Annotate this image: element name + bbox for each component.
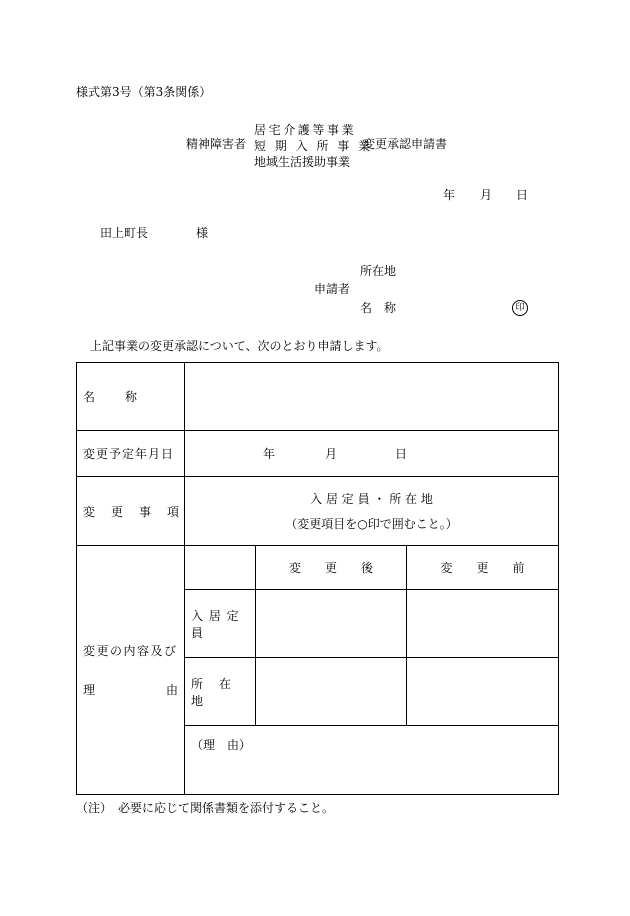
detail-header-blank <box>185 546 256 590</box>
addressee-honorific: 様 <box>196 226 209 240</box>
capacity-before-cell[interactable] <box>407 590 559 658</box>
name-label: 名 称 <box>360 301 397 315</box>
date-day: 日 <box>516 188 529 202</box>
reason-cell[interactable] <box>185 726 559 795</box>
before-header: 変 更 前 <box>407 546 559 590</box>
detail-label-line2 <box>77 681 184 698</box>
title-prefix: 精神障害者 <box>186 137 247 151</box>
date-row-label: 変更予定年月日 <box>77 431 185 477</box>
address-label: 所在地 <box>360 264 397 278</box>
date-unit-day: 日 <box>395 446 408 461</box>
capacity-after-cell[interactable] <box>256 590 407 658</box>
intro-text: 上記事業の変更承認について、次のとおり申請します。 <box>90 339 389 353</box>
location-before-cell[interactable] <box>407 658 559 726</box>
items-value-cell[interactable] <box>185 477 559 546</box>
date-unit-month: 月 <box>325 446 338 461</box>
reason-label: （理 由） <box>191 738 252 752</box>
applicant-label: 申請者 <box>314 282 351 296</box>
date-year: 年 <box>443 188 456 202</box>
after-header: 変 更 後 <box>256 546 407 590</box>
footnote: （注） 必要に応じて関係書類を添付すること。 <box>76 801 335 815</box>
seal-mark-icon: 印 <box>512 300 528 316</box>
date-value-cell[interactable] <box>185 431 559 477</box>
name-row-label: 名 称 <box>77 363 185 431</box>
title-suffix: 変更承認申請書 <box>363 137 448 151</box>
name-value-cell[interactable] <box>185 363 559 431</box>
items-row-label: 変 更 事 項 <box>77 477 185 546</box>
items-note: （変更項目を○印で囲むこと。） <box>285 517 458 531</box>
change-application-table <box>76 362 559 795</box>
addressee-name: 田上町長 <box>100 226 149 240</box>
form-number: 様式第3号（第3条関係） <box>76 85 212 99</box>
business-kind-home-care: 居宅介護等事業 <box>254 123 357 137</box>
detail-label-yu: 由 <box>165 683 178 697</box>
business-kinds <box>254 122 372 170</box>
detail-label-line1: 変更の内容及び <box>83 644 178 658</box>
date-month: 月 <box>480 188 493 202</box>
detail-label-ri: 理 <box>83 683 96 697</box>
location-row-label: 所 在 地 <box>185 658 256 726</box>
capacity-row-label: 入 居 定 員 <box>185 590 256 658</box>
business-kind-community-living: 地域生活援助事業 <box>254 155 351 169</box>
date-unit-year: 年 <box>263 446 276 461</box>
items-choices: 入 居 定 員 ・ 所 在 地 <box>310 492 433 506</box>
location-after-cell[interactable] <box>256 658 407 726</box>
detail-row-label <box>77 546 185 795</box>
business-kind-short-stay: 短 期 入 所 事 業 <box>254 139 372 153</box>
